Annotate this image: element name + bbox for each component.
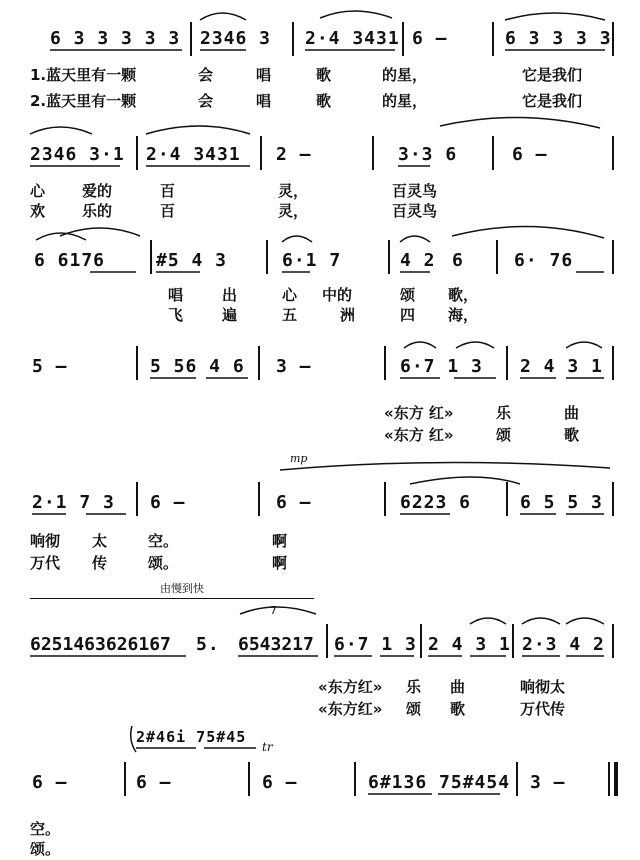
lyric: 歌 (316, 92, 332, 110)
lyric: 洲 (340, 306, 356, 324)
lyric: 唱 (256, 66, 272, 84)
lyric: 响彻 (30, 532, 61, 550)
lyric: 海， (448, 306, 479, 324)
row4-measure-2: 5 56 4 6 (150, 356, 245, 377)
row3-measure-3: 6·1 7 (282, 250, 342, 271)
lyric: «东方 红» (384, 426, 454, 444)
lyric: 颂 (496, 426, 512, 444)
lyric: 爱的 (82, 182, 113, 200)
row2-measure-5: 6 – (512, 144, 548, 165)
row6-measure-4: 2·3 4 2 (522, 634, 605, 655)
lyric: 灵， (278, 182, 309, 200)
lyric: 颂。 (30, 840, 61, 858)
lyric: 百灵鸟 (392, 182, 438, 200)
lyric: 啊 (272, 532, 288, 550)
tempo-marking: 由慢到快 (160, 582, 204, 595)
row4-measure-1: 5 – (32, 356, 68, 377)
row7-measure-1: 6 – (32, 772, 68, 793)
row2-measure-1: 2346 3·1 (30, 144, 125, 165)
row4-measure-5: 2 4 3 1 (520, 356, 603, 377)
lyric: «东方红» (318, 700, 383, 718)
lyric: 的星， (382, 66, 428, 84)
lyric: 出 (222, 286, 238, 304)
row2-measure-3: 2 – (276, 144, 312, 165)
lyric: 乐的 (82, 202, 113, 220)
lyric: 四 (400, 306, 416, 324)
row3-measure-4: 4 2 (400, 250, 436, 271)
lyric: 遍 (222, 306, 238, 324)
lyric: 1.蓝天里有一颗 (30, 66, 137, 84)
lyric: 心 (282, 286, 298, 304)
lyric: 歌 (450, 700, 466, 718)
tuplet-number: 7 (270, 604, 277, 617)
lyric: 空。 (148, 532, 179, 550)
lyric: 中的 (322, 286, 353, 304)
row4-measure-4: 6·7 1 3 (400, 356, 483, 377)
lyric: 乐 (496, 404, 512, 422)
row6-run-2: 6543217 (238, 634, 314, 655)
lyric: 唱 (256, 92, 272, 110)
lyric: «东方红» (318, 678, 383, 696)
lyric: 五 (282, 306, 298, 324)
row5-measure-1: 2·1 7 3 (32, 492, 115, 513)
lyric: 唱 (168, 286, 184, 304)
lyric: 曲 (450, 678, 466, 696)
row5-measure-5: 6 5 5 3 (520, 492, 603, 513)
lyric: 歌 (564, 426, 580, 444)
lyric: 歌， (448, 286, 479, 304)
lyric: 啊 (272, 554, 288, 572)
lyric: 万代 (30, 554, 61, 572)
row1-measure-2: 2346 3 (200, 28, 272, 49)
row3-measure-2: #5 4 3 (156, 250, 228, 271)
lyric: 灵， (278, 202, 309, 220)
lyric: 颂 (406, 700, 422, 718)
row5-measure-3: 6 – (276, 492, 312, 513)
lyric: 的星， (382, 92, 428, 110)
row2-measure-4: 3·3 6 (398, 144, 458, 165)
row3-measure-5: 6· 76 (514, 250, 574, 271)
lyric: 曲 (564, 404, 580, 422)
dynamic-mark: mp (290, 452, 308, 465)
lyric: 颂 (400, 286, 416, 304)
row1-measure-4: 6 – (412, 28, 448, 49)
row6-measure-2: 6·7 1 3 (334, 634, 417, 655)
row7-measure-4: 6#136 75#454 (368, 772, 511, 793)
row3-measure-4b: 6 (452, 250, 464, 271)
row7-measure-5: 3 – (530, 772, 566, 793)
lyric: 欢 (30, 202, 46, 220)
row7-measure-3: 6 – (262, 772, 298, 793)
lyric: 百 (160, 202, 176, 220)
lyric: 空。 (30, 820, 61, 838)
lyric: 万代传 (520, 700, 566, 718)
row2-measure-2: 2·4 3431 (146, 144, 241, 165)
lyric: 百灵鸟 (392, 202, 438, 220)
row5-measure-4: 6223 6 (400, 492, 472, 513)
lyric: «东方 红» (384, 404, 454, 422)
lyric: 会 (198, 92, 214, 110)
lyric: 会 (198, 66, 214, 84)
lyric: 心 (30, 182, 46, 200)
row3-measure-1: 6 6176 (34, 250, 106, 271)
row1-measure-3: 2·4 3431 (305, 28, 400, 49)
lyric: 它是我们 (522, 92, 583, 110)
lyric: 歌 (316, 66, 332, 84)
row6-measure-3: 2 4 3 1 (428, 634, 511, 655)
lyric: 响彻太 (520, 678, 566, 696)
ossia-notes: 2#46i 75#45 (136, 728, 247, 746)
row6-run: 6251463626167 (30, 634, 171, 655)
lyric: 它是我们 (522, 66, 583, 84)
lyric: 2.蓝天里有一颗 (30, 92, 137, 110)
row6-note: 5. (196, 634, 220, 655)
lyric: 太 (92, 532, 108, 550)
row1-measure-5: 6 3 3 3 3 (505, 28, 612, 49)
trill-mark: tr (262, 740, 273, 754)
row5-measure-2: 6 – (150, 492, 186, 513)
lyric: 颂。 (148, 554, 179, 572)
lyric: 飞 (168, 306, 184, 324)
lyric: 百 (160, 182, 176, 200)
lyric: 传 (92, 554, 108, 572)
row7-measure-2: 6 – (136, 772, 172, 793)
row1-measure-1: 6 3 3 3 3 3 (50, 28, 181, 49)
lyric: 乐 (406, 678, 422, 696)
row4-measure-3: 3 – (276, 356, 312, 377)
